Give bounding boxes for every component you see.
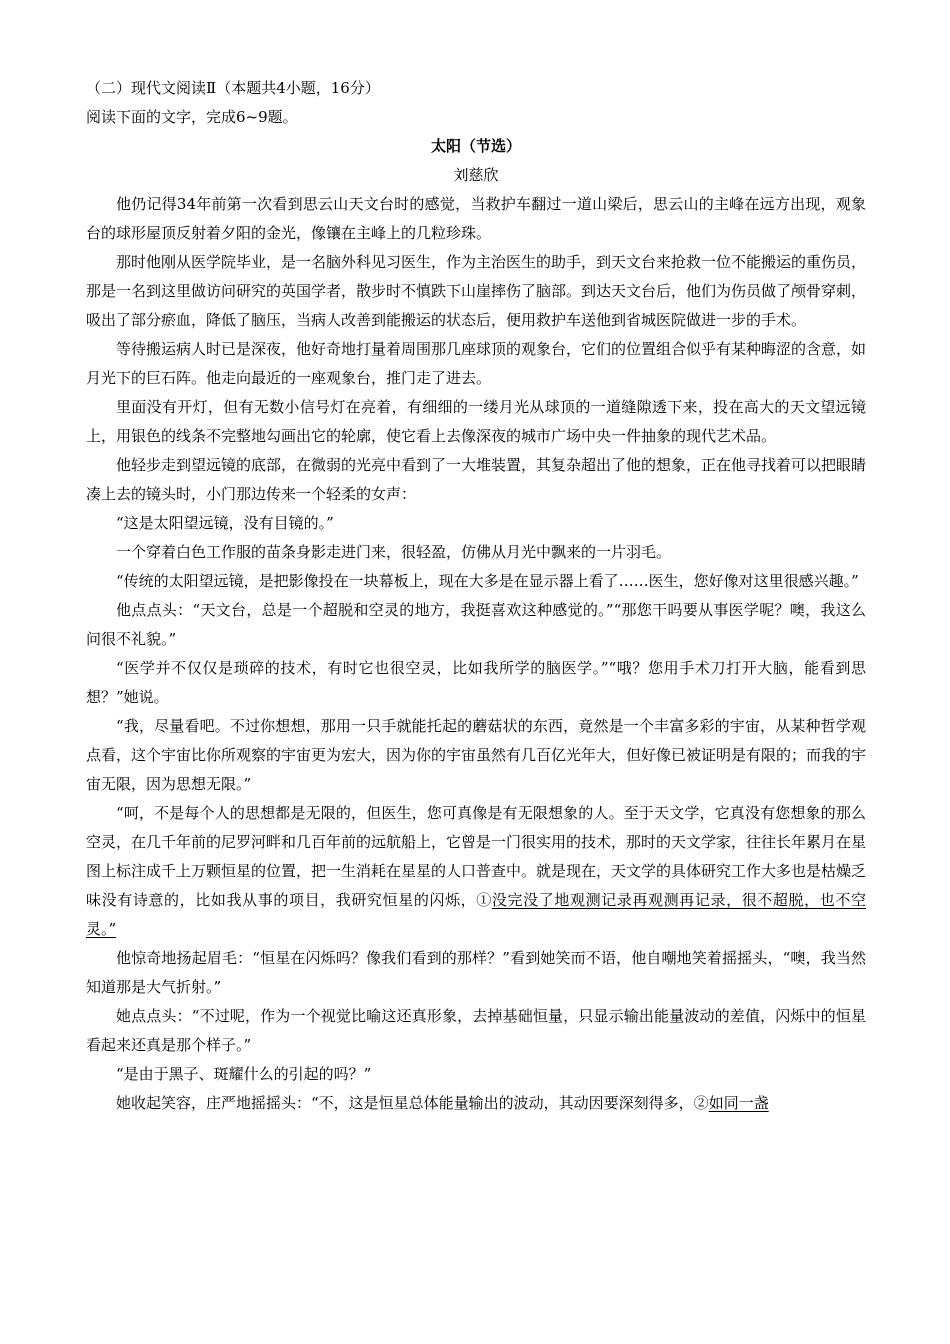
paragraph: “医学并不仅仅是琐碎的技术，有时它也很空灵，比如我所学的脑医学。”“哦？您用手术刀打开大脑，能看到思想？”她说。 [86, 659, 866, 706]
paragraph: 他点点头：“天文台，总是一个超脱和空灵的地方，我挺喜欢这种感觉的。”“那您干吗要从事医学呢？噢，我这么问很不礼貌。” [86, 601, 866, 648]
paragraph: 他轻步走到望远镜的底部，在微弱的光亮中看到了一大堆装置，其复杂超出了他的想象，正在他寻找着可以把眼睛凑上去的镜头时，小门那边传来一个轻柔的女声： [86, 456, 867, 503]
underlined-sentence-2: 如同一盏 [708, 1094, 769, 1112]
paragraph: 他惊奇地扬起眉毛：“恒星在闪烁吗？像我们看到的那样？”看到她笑而不语，他自嘲地笑着摇摇头，“噢，我当然知道那是大气折射。” [86, 949, 866, 996]
paragraph: “我，尽量看吧。不过你想想，那用一只手就能托起的蘑菇状的东西，竟然是一个丰富多彩的宇宙，从某种哲学观点看，这个宇宙比你所观察的宇宙更为宏大，因为你的宇宙虽然有几百亿光年大，但好像已被证明是有限的；而我的宇宙无限，因为思想无限。” [86, 717, 867, 793]
paragraph: 那时他刚从医学院毕业，是一名脑外科见习医生，作为主治医生的助手，到天文台来抢救一位不能搬运的重伤员，那是一名到这里做访问研究的英国学者，散步时不慎跌下山崖摔伤了脑部。到达天文台后，他们为伤员做了颅骨穿刺，吸出了部分瘀血，降低了脑压，当病人改善到能搬运的状态后，便用救护车送他到省城医院做进一步的手术。 [86, 253, 867, 329]
paragraph: “是由于黑子、斑耀什么的引起的吗？” [116, 1065, 372, 1083]
underlined-sentence-1: 没完没了地观测记录再观测再记录，很不超脱，也不空灵。” [86, 891, 866, 938]
paragraph: 她收起笑容，庄严地摇摇头：“不，这是恒星总体能量输出的波动，其动因要深刻得多，②如同一盏 [116, 1094, 769, 1112]
document-page [86, 74, 866, 1118]
paragraph: 里面没有开灯，但有无数小信号灯在亮着，有细细的一缕月光从球顶的一道缝隙透下来，投在高大的天文望远镜上，用银色的线条不完整地勾画出它的轮廓，使它看上去像深夜的城市广场中央一件抽象的现代艺术品。 [86, 398, 866, 445]
paragraph: “传统的太阳望远镜，是把影像投在一块幕板上，现在大多是在显示器上看了……医生，您好像对这里很感兴趣。” [116, 572, 859, 590]
reading-instruction: 阅读下面的文字，完成6~9题。 [86, 108, 298, 126]
section-heading: （二）现代文阅读Ⅱ（本题共4小题，16分） [86, 79, 380, 97]
paragraph: 等待搬运病人时已是深夜，他好奇地打量着周围那几座球顶的观象台，它们的位置组合似乎有某种晦涩的含意，如月光下的巨石阵。他走向最近的一座观象台，推门走了进去。 [86, 340, 867, 387]
paragraph: “这是太阳望远镜，没有目镜的。” [116, 514, 334, 532]
paragraph: 他仍记得34年前第一次看到思云山天文台时的感觉，当救护车翻过一道山梁后，思云山的主峰在远方出现，观象台的球形屋顶反射着夕阳的金光，像镶在主峰上的几粒珍珠。 [86, 195, 866, 242]
article-title: 太阳（节选） [430, 137, 521, 155]
article-author: 刘慈欣 [453, 166, 499, 184]
paragraph: “呵，不是每个人的思想都是无限的，但医生，您可真像是有无限想象的人。至于天文学，它真没有您想象的那么空灵，在几千年前的尼罗河畔和几百年前的远航船上，它曾是一门很实用的技术，那时的天文学家，往往长年累月在星图上标注成千上万颗恒星的位置，把一生消耗在星星的人口普查中。就是现在，天文学的具体研究工作大多也是枯燥乏味没有诗意的，比如我从事的项目，我研究恒星的闪烁，①没完没了地观测记录再观测再记录，很不超脱，也不空灵。” [86, 804, 867, 938]
paragraph: 她点点头：“不过呢，作为一个视觉比喻这还真形象，去掉基础恒量，只显示输出能量波动的差值，闪烁中的恒星看起来还真是那个样子。” [86, 1007, 866, 1054]
paragraph: 一个穿着白色工作服的苗条身影走进门来，很轻盈，仿佛从月光中飘来的一片羽毛。 [116, 543, 672, 561]
